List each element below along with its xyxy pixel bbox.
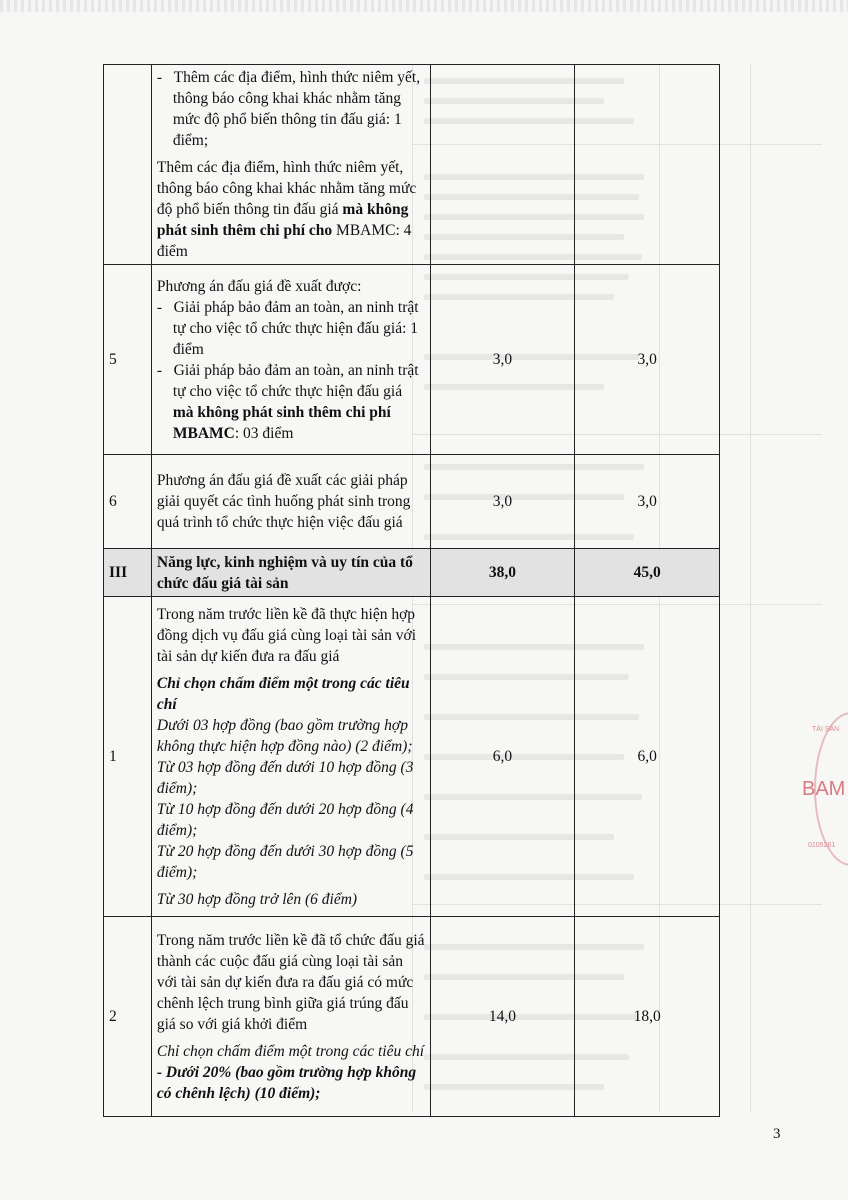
row-number-cell	[104, 65, 152, 265]
option-item: Dưới 03 hợp đồng (bao gồm trường hợp không thực hiện hợp đồng nào) (2 điểm);	[156, 716, 413, 755]
bullet-text: : 03 điểm	[234, 424, 294, 442]
bullet-item: - Giải pháp bảo đảm an toàn, an ninh trật tự cho việc tổ chức thực hiện đấu giá: 1 điểm	[156, 298, 419, 358]
criteria-table	[103, 64, 720, 1117]
criterion-intro: Trong năm trước liền kề đã thực hiện hợp đồng dịch vụ đấu giá cùng loại tài sản với tài sản dự kiến đưa ra đấu giá	[156, 605, 417, 665]
score-cell: 3,0	[430, 455, 575, 549]
row-number-cell: 1	[104, 597, 152, 917]
max-score-cell: 3,0	[575, 265, 720, 455]
section-title: Năng lực, kinh nghiệm và uy tín của tổ chức đấu giá tài sản	[151, 549, 430, 597]
bullet-text: Giải pháp bảo đảm an toàn, an ninh trật tự cho việc tổ chức thực hiện đấu giá: 1 điểm	[172, 298, 419, 358]
row-number-cell: 2	[104, 917, 152, 1117]
table-row	[104, 597, 720, 917]
criterion-intro: Phương án đấu giá đề xuất được:	[156, 277, 362, 295]
bullet-text: Thêm các địa điểm, hình thức niêm yết, thông báo công khai khác nhằm tăng mức độ phổ biến thông tin đấu giá: 1 điểm;	[172, 69, 421, 149]
table-row	[104, 455, 720, 549]
row-number-cell: 6	[104, 455, 152, 549]
option-item: - Dưới 20% (bao gồm trường hợp không có chênh lệch) (10 điểm);	[156, 1063, 417, 1102]
page-number: 3	[773, 1126, 781, 1142]
scan-edge-strip	[0, 0, 848, 12]
criterion-description: Phương án đấu giá đề xuất các giải pháp giải quyết các tình huống phát sinh trong quá trình tổ chức thực hiện việc đấu giá	[151, 455, 430, 549]
score-cell	[430, 65, 575, 265]
option-item: Từ 03 hợp đồng đến dưới 10 hợp đồng (3 điểm);	[156, 758, 414, 797]
seal-text: BAM	[802, 778, 846, 800]
seal-bottom-text: 0105261	[808, 842, 836, 849]
option-item: Từ 20 hợp đồng đến dưới 30 hợp đồng (5 điểm);	[156, 842, 414, 881]
paragraph-bold-text: mà không phát sinh thêm chi phí cho	[156, 201, 409, 239]
max-score-cell: 18,0	[575, 917, 720, 1117]
paragraph-text: MBAMC: 4 điểm	[156, 222, 412, 260]
criterion-description	[151, 597, 430, 917]
criterion-description	[151, 265, 430, 455]
table-row	[104, 65, 720, 265]
option-item: Từ 10 hợp đồng đến dưới 20 hợp đồng (4 điểm);	[156, 800, 414, 839]
table-row	[104, 917, 720, 1117]
score-cell: 14,0	[430, 917, 575, 1117]
table-row	[104, 265, 720, 455]
row-number-cell: 5	[104, 265, 152, 455]
bullet-item: - Giải pháp bảo đảm an toàn, an ninh trật tự cho việc tổ chức thực hiện đấu giá mà không phát sinh thêm chi phí MBAMC: 03 điểm	[156, 361, 419, 442]
max-score-cell: 3,0	[575, 455, 720, 549]
bullet-item: - Thêm các địa điểm, hình thức niêm yết, thông báo công khai khác nhằm tăng mức độ phổ biến thông tin đấu giá: 1 điểm;	[156, 69, 421, 149]
section-score-cell: 38,0	[430, 549, 575, 597]
max-score-cell	[575, 65, 720, 265]
selection-note: Chỉ chọn chấm điểm một trong các tiêu chí	[156, 674, 410, 713]
company-seal-stamp	[800, 712, 848, 872]
score-cell: 3,0	[430, 265, 575, 455]
selection-note: Chỉ chọn chấm điểm một trong các tiêu chí	[156, 1042, 425, 1060]
criterion-description	[151, 917, 430, 1117]
bullet-text: Giải pháp bảo đảm an toàn, an ninh trật tự cho việc tổ chức thực hiện đấu giá	[172, 361, 419, 400]
criterion-intro: Trong năm trước liền kề đã tổ chức đấu giá thành các cuộc đấu giá cùng loại tài sản với tài sản dự kiến đưa ra đấu giá có mức chênh lệch trung bình giữa giá trúng đấu giá so với giá khởi điểm	[156, 931, 425, 1033]
max-score-cell: 6,0	[575, 597, 720, 917]
score-cell: 6,0	[430, 597, 575, 917]
criterion-paragraph	[157, 157, 425, 262]
section-number-cell: III	[104, 549, 152, 597]
paragraph-text: Thêm các địa điểm, hình thức niêm yết, thông báo công khai khác nhằm tăng mức độ phổ biến thông tin đấu giá	[156, 159, 417, 218]
section-max-score-cell: 45,0	[575, 549, 720, 597]
criterion-description	[151, 65, 430, 265]
bullet-bold-text: mà không phát sinh thêm chi phí MBAMC	[172, 403, 391, 442]
seal-top-text: TÀI SẢN	[812, 726, 840, 733]
option-item: Từ 30 hợp đồng trở lên (6 điểm)	[156, 890, 358, 908]
section-row	[104, 549, 720, 597]
